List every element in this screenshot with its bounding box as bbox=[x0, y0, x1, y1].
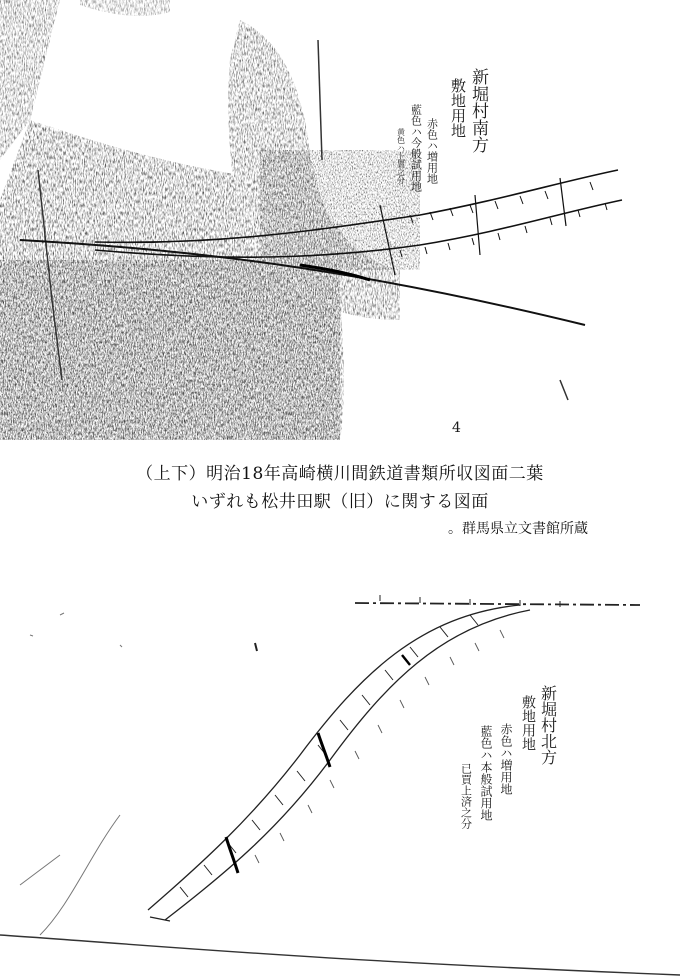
top-map-drawing bbox=[0, 0, 680, 440]
bottom-map-legend-blue: 藍色ハ本般試用地 bbox=[479, 725, 493, 821]
bottom-map-annotation bbox=[460, 685, 558, 829]
top-map-legend-red: 赤色ハ増用地 bbox=[425, 118, 439, 184]
bottom-map-title-1: 新堀村北方 bbox=[538, 685, 558, 765]
bottom-map-title-2: 敷地用地 bbox=[520, 695, 536, 751]
top-map-legend-yellow: 黄色ハ上置之分 bbox=[396, 128, 406, 184]
bottom-map-faint-marks bbox=[20, 613, 257, 935]
top-map-page-mark: 4 bbox=[452, 420, 461, 436]
bottom-map-plate bbox=[0, 555, 680, 977]
bottom-map-legend-yellow: 已買上済之分 bbox=[459, 763, 473, 829]
top-map-title-1: 新堀村南方 bbox=[468, 68, 488, 153]
caption-credit: 。群馬県立文書館所蔵 bbox=[448, 521, 588, 537]
bottom-map-railway bbox=[148, 595, 640, 921]
bottom-map-legend-red: 赤色ハ増用地 bbox=[499, 723, 513, 795]
caption-line-2: いずれも松井田駅（旧）に関する図面 bbox=[191, 492, 489, 512]
top-map-plate bbox=[0, 0, 680, 440]
caption-line-1: （上下）明治18年高崎横川間鉄道書類所収図面二葉 bbox=[136, 464, 544, 484]
top-map-legend-blue: 藍色ハ今般試用地 bbox=[409, 104, 423, 192]
top-map-title-2: 敷地用地 bbox=[449, 78, 467, 138]
bottom-map-drawing bbox=[0, 555, 680, 977]
bottom-map-paper-edge bbox=[0, 935, 680, 975]
